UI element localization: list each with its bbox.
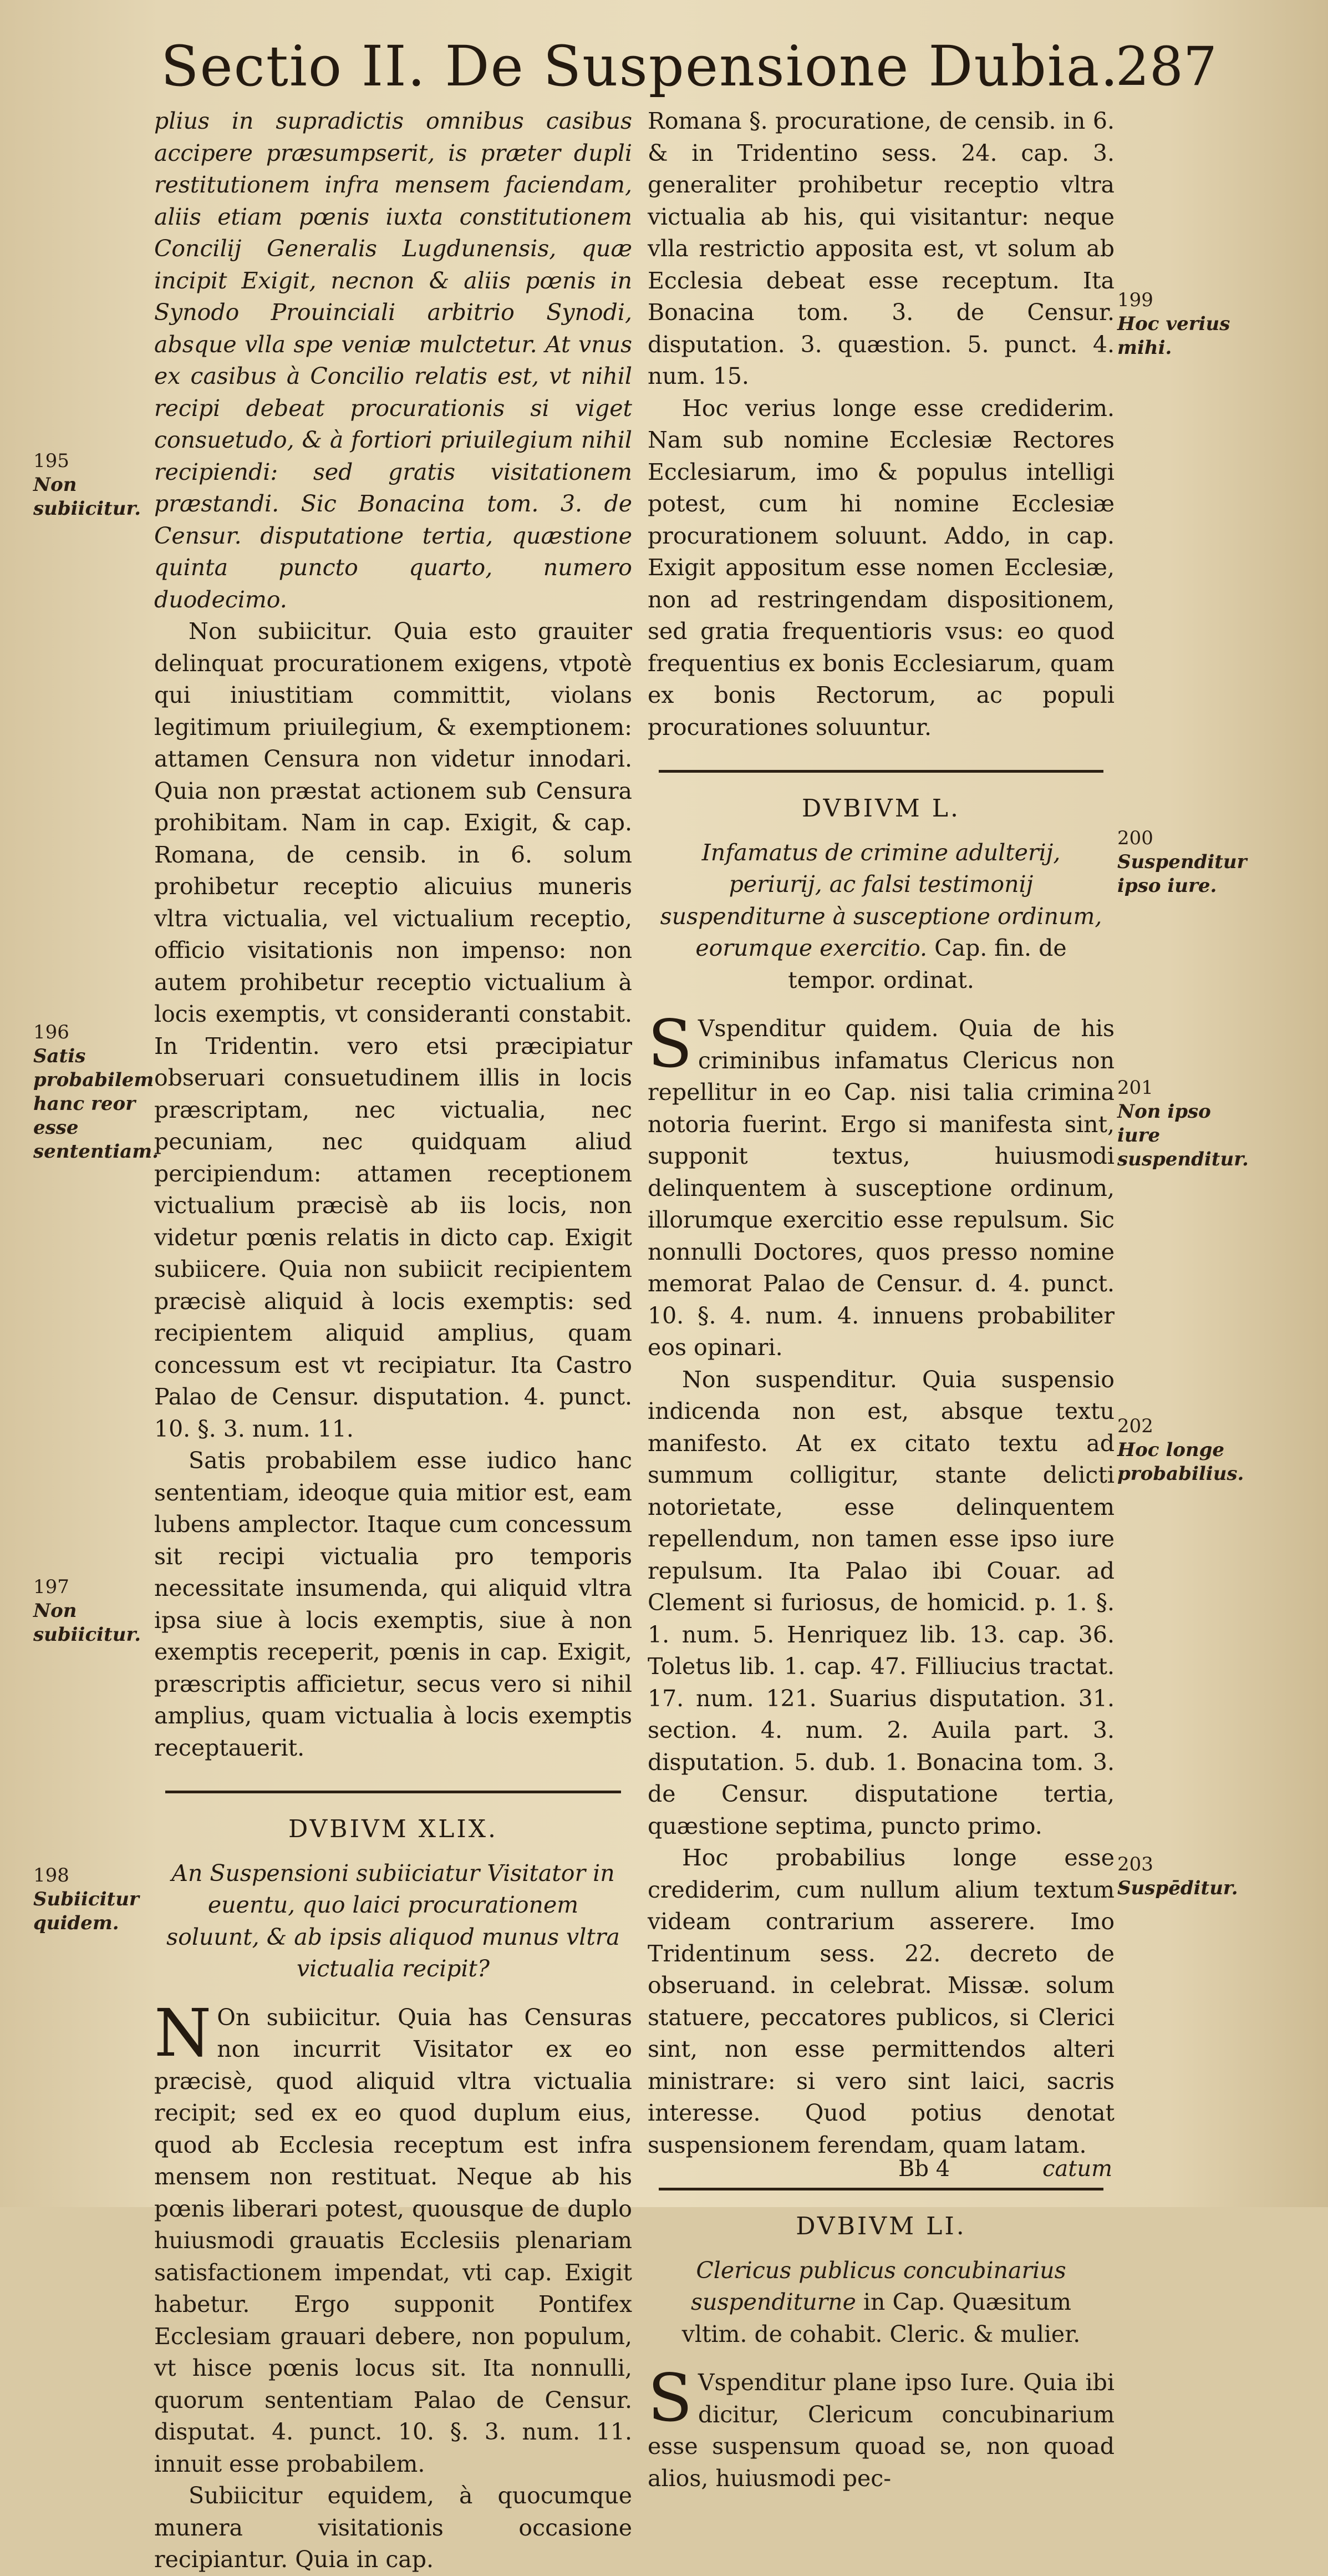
margin-note-201	[1117, 1076, 1249, 1172]
paragraph: Hoc probabilius longe esse crediderim, cum nullum alium textum videam contrarium asserere. Imo Tridentinum sess. 22. decreto de obseruand. in celebrat. Missæ. solum statuere, peccatores publicos, si Clerici sint, non esse permittendos alteri ministrare: si vero sint laici, sacris interesse. Quod potius denotat suspensionem ferendam, quam latam.	[648, 1844, 1115, 2158]
section-divider	[659, 2188, 1103, 2190]
right-column	[648, 105, 1115, 2494]
running-title: Sectio II. De Suspensione Dubia.	[161, 34, 1120, 99]
margin-note-text: Non ipso iure suspenditur.	[1117, 1101, 1249, 1170]
left-column	[154, 105, 632, 2576]
paragraph: Non subiicitur. Quia esto grauiter delinquat procurationem exigens, vtpotè qui iniustitiam committit, violans legitimum priuilegium, & exemptionem: attamen Censura non videtur innodari. Quia non præstat actionem sub Censura prohibitam. Nam in cap. Exigit, & cap. Romana, de censib. in 6. solum prohibetur receptio alicuius muneris vltra victualia, vel victualium receptio, officio visitationis non impenso: non autem prohibetur receptio victualium à locis exemptis, vt consideranti constabit. In Tridentin. vero etsi præcipiatur obseruari consuetudinem illis in locis præscriptam, nec victualia, nec pecuniam, nec quidquam aliud percipiendum: attamen receptionem victualium præcisè ab iis locis, non videtur pœnis relatis in dicto cap. Exigit subiicere. Quia non subiicit recipientem præcisè aliquid à locis exemptis: sed recipientem aliquid amplius, quam concessum est vt recipiatur. Ita Castro Palao de Censur. disputation. 4. punct. 10. §. 3. num. 11.	[154, 618, 632, 1442]
margin-note-195	[33, 449, 144, 521]
margin-note-text: Satis probabilem hanc reor esse sententiam.	[33, 1045, 159, 1163]
dubium-heading: DVBIVM L.	[801, 794, 960, 823]
paragraph: Non suspenditur. Quia suspensio indicenda non est, absque textu manifesto. At ex citato textu ad summum colligitur, stante delicti notorietate, esse delinquentem repellendum, non tamen esse ipso iure repulsum. Ita Palao ibi Couar. ad Clement si furiosus, de homicid. p. 1. §. 1. num. 5. Henriquez lib. 13. cap. 36. Toletus lib. 1. cap. 47. Filliucius tractat. 17. num. 121. Suarius disputation. 31. section. 4. num. 2. Auila part. 3. disputation. 5. dub. 1. Bonacina tom. 3. de Censur. disputatione tertia, quæstione septima, puncto primo.	[648, 1366, 1115, 1839]
paragraph-text: Vspenditur plane ipso Iure. Quia ibi dicitur, Clericum concubinarium esse suspensum quoad se, non quoad alios, huiusmodi pec-	[648, 2369, 1115, 2492]
margin-note-202	[1117, 1414, 1244, 1486]
paragraph-text: Vspenditur quidem. Quia de his criminibus infamatus Clericus non repellitur in eo Cap. nisi talia crimina notoria fuerint. Ergo si manifesta sint, supponit textus, huiusmodi delinquentem à susceptione ordinum, illorumque exercitio esse repulsum. Sic nonnulli Doctores, quos presso nomine memorat Palao de Censur. d. 4. punct. 10. §. 4. num. 4. innuens probabiliter eos opinari.	[648, 1015, 1115, 1361]
margin-note-number: 196	[33, 1021, 69, 1043]
paragraph	[648, 2360, 1115, 2494]
paragraph: plius in supradictis omnibus casibus accipere præsumpserit, is præter dupli restitutionem infra mensem faciendam, aliis etiam pœnis iuxta constitutionem Concilij Generalis Lugdunensis, quæ incipit Exigit, necnon & aliis pœnis in Synodo Prouinciali arbitrio Synodi, absque vlla spe veniæ mulctetur. At vnus ex casibus à Concilio relatis est, vt nihil recipi debeat procurationis si viget consuetudo, & à fortiori priuilegium nihil recipiendi: sed gratis visitationem præstandi. Sic Bonacina tom. 3. de Censur. disputatione tertia, quæstione quinta puncto quarto, numero duodecimo.	[154, 108, 632, 613]
margin-note-199	[1117, 288, 1234, 360]
margin-note-197	[33, 1575, 144, 1647]
margin-note-text: Hoc verius mihi.	[1117, 313, 1230, 359]
section-divider	[659, 770, 1103, 773]
signature-mark: Bb 4	[898, 2156, 950, 2182]
drop-cap: N	[154, 1994, 212, 2071]
catchword: catum	[1042, 2156, 1113, 2182]
paragraph	[154, 1994, 632, 2481]
paragraph: Subiicitur equidem, à quocumque munera visitationis occasione recipiantur. Quia in cap.	[154, 2482, 632, 2573]
margin-note-203	[1117, 1853, 1238, 1900]
paragraph: Satis probabilem esse iudico hanc sententiam, ideoque quia mitior est, eam lubens amplector. Itaque cum concessum sit recipi victualia pro temporis necessitate insumenda, qui aliquid vltra ipsa siue à locis exemptis, siue à non exemptis receperit, pœnis in cap. Exigit, præscriptis afficietur, secus vero si nihil amplius, quam victualia à locis exemptis receptauerit.	[154, 1447, 632, 1761]
margin-note-text: Suspēditur.	[1117, 1877, 1238, 1899]
question-text: Clericus publicus concubinarius suspenditurne	[690, 2256, 1066, 2315]
margin-note-number: 195	[33, 450, 69, 472]
margin-note-text: Non subiicitur.	[33, 474, 141, 520]
margin-note-number: 198	[33, 1864, 69, 1887]
dubium-question	[659, 2255, 1103, 2351]
margin-note-number: 200	[1117, 827, 1153, 849]
margin-note-196	[33, 1021, 159, 1164]
drop-cap: S	[648, 1006, 693, 1082]
margin-note-text: Suspenditur ipso iure.	[1117, 851, 1247, 897]
margin-note-number: 203	[1117, 1853, 1153, 1875]
dubium-question: An Suspensioni subiiciatur Visitator in euentu, quo laici procurationem soluunt, & ab ipsis aliquod munus vltra victualia recipit?	[166, 1859, 620, 1982]
drop-cap: S	[648, 2360, 693, 2436]
margin-note-number: 199	[1117, 289, 1153, 311]
question-text: Infamatus de crimine adulterij, periurij, ac falsi testimonij suspenditurne à susceptione ordinum, eorumque exercitio.	[660, 839, 1102, 961]
question-reference: in Cap. Quæsitum vltim. de cohabit. Cleric. & mulier.	[681, 2289, 1081, 2347]
margin-note-198	[33, 1864, 144, 1935]
dubium-question	[659, 837, 1103, 997]
margin-note-200	[1117, 826, 1247, 898]
dubium-heading: DVBIVM LI.	[796, 2212, 966, 2240]
paragraph-text: On subiicitur. Quia has Censuras non incurrit Visitator ex eo præcisè, quod aliquid vltra victualia recipit; sed ex eo quod duplum eius, quod ab Ecclesia receptum est infra mensem non restituat. Neque ab his pœnis liberari potest, quousque de duplo huiusmodi grauatis Ecclesiis plenariam satisfactionem impendat, vti cap. Exigit habetur. Ergo supponit Pontifex Ecclesiam grauari debere, non populum, vt hisce pœnis locus sit. Ita nonnulli, quorum sententiam Palao de Censur. disputat. 4. punct. 10. §. 3. num. 11. innuit esse probabilem.	[154, 2004, 632, 2477]
margin-note-text: Hoc longe probabilius.	[1117, 1439, 1244, 1485]
margin-note-text: Subiicitur quidem.	[33, 1888, 139, 1934]
paragraph: Hoc verius longe esse crediderim. Nam sub nomine Ecclesiæ Rectores Ecclesiarum, imo & populus intelligi potest, cum hi nomine Ecclesiæ procurationem soluunt. Addo, in cap. Exigit appositum esse nomen Ecclesiæ, non ad restringendam dispositionem, sed gratia frequentioris vsus: eo quod frequentius ex bonis Ecclesiarum, quam ex bonis Rectorum, ac populi procurationes soluuntur.	[648, 394, 1115, 741]
paragraph	[648, 1006, 1115, 1364]
margin-note-number: 201	[1117, 1077, 1153, 1099]
page-header	[150, 33, 1228, 100]
margin-note-text: Non subiicitur.	[33, 1600, 141, 1646]
question-reference: Cap. fin. de tempor. ordinat.	[788, 935, 1067, 993]
margin-note-number: 202	[1117, 1415, 1153, 1437]
dubium-heading: DVBIVM XLIX.	[288, 1815, 498, 1843]
page-number: 287	[1115, 36, 1217, 98]
section-divider	[165, 1791, 621, 1793]
paragraph: Romana §. procuratione, de censib. in 6. & in Tridentino sess. 24. cap. 3. generaliter prohibetur receptio vltra victualia ab his, qui visitantur: neque vlla restrictio apposita est, vt solum ab Ecclesia debeat esse receptum. Ita Bonacina tom. 3. de Censur. disputation. 3. quæstion. 5. punct. 4. num. 15.	[648, 108, 1115, 389]
margin-note-number: 197	[33, 1576, 69, 1598]
